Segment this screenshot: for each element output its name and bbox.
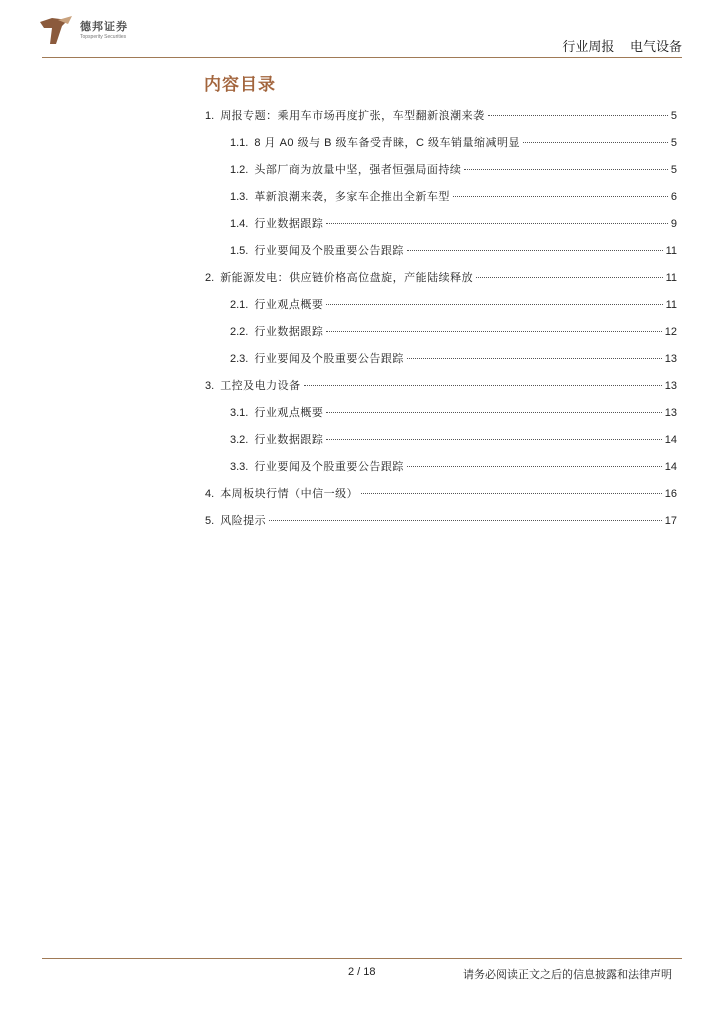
toc-entry[interactable] (205, 485, 677, 512)
logo-icon (38, 14, 76, 48)
toc-entry-page: 5 (670, 164, 677, 176)
toc-entry-page: 16 (664, 488, 677, 500)
toc-leader-dots (326, 412, 661, 413)
sector-label: 电气设备 (629, 39, 682, 54)
toc-leader-dots (269, 520, 662, 521)
toc-leader-dots (488, 115, 668, 116)
footer-divider (42, 958, 682, 959)
disclaimer-note: 请务必阅读正文之后的信息披露和法律声明 (463, 969, 672, 981)
toc-entry-page: 11 (665, 299, 677, 311)
report-type: 行业周报 (562, 39, 615, 54)
toc-entry[interactable] (205, 404, 677, 431)
toc-entry-number: 3. (205, 380, 215, 392)
toc-leader-dots (407, 358, 662, 359)
toc-entry-number: 1.4. (230, 218, 249, 230)
toc-entry-page: 12 (664, 326, 677, 338)
toc-entry-page: 14 (664, 434, 677, 446)
toc-leader-dots (326, 439, 661, 440)
toc-entry-title: 行业要闻及个股重要公告跟踪 (254, 245, 404, 257)
toc-entry[interactable] (205, 323, 677, 350)
toc-entry[interactable] (205, 269, 677, 296)
toc-leader-dots (453, 196, 668, 197)
toc-entry-number: 5. (205, 515, 215, 527)
toc-entry-title: 风险提示 (220, 515, 267, 527)
toc-entry-page: 5 (670, 137, 677, 149)
toc-entry-number: 3.2. (230, 434, 249, 446)
toc-leader-dots (476, 277, 662, 278)
toc-entry-title: 本周板块行情（中信一级） (220, 488, 359, 500)
toc-entry-number: 1.1. (230, 137, 249, 149)
toc-entry-page: 13 (664, 353, 677, 365)
toc-entry[interactable] (205, 242, 677, 269)
toc-leader-dots (407, 466, 662, 467)
toc-leader-dots (304, 385, 662, 386)
toc-entry-number: 3.3. (230, 461, 249, 473)
toc-entry[interactable] (205, 512, 677, 539)
toc-entry[interactable] (205, 188, 677, 215)
toc-entry-number: 4. (205, 488, 215, 500)
toc-entry-number: 2.2. (230, 326, 249, 338)
toc-entry-page: 11 (665, 272, 677, 284)
toc-entry-number: 2. (205, 272, 215, 284)
toc-entry-number: 2.3. (230, 353, 249, 365)
toc-entry-title: 行业数据跟踪 (254, 218, 324, 230)
logo-subtitle: Topsperity Securities (80, 34, 127, 40)
toc-leader-dots (361, 493, 662, 494)
toc-entry[interactable] (205, 134, 677, 161)
toc-leader-dots (464, 169, 668, 170)
toc-entry[interactable] (205, 458, 677, 485)
toc-entry[interactable] (205, 215, 677, 242)
toc-entry-page: 6 (670, 191, 677, 203)
toc-entry-page: 14 (664, 461, 677, 473)
toc-leader-dots (326, 331, 661, 332)
toc-entry-page: 5 (670, 110, 677, 122)
toc-entry-title: 行业观点概要 (254, 299, 324, 311)
toc-leader-dots (523, 142, 668, 143)
toc-entry-page: 13 (664, 407, 677, 419)
toc-entry-number: 1.2. (230, 164, 249, 176)
toc-entry[interactable] (205, 350, 677, 377)
page-number: 2 / 18 (348, 966, 376, 978)
toc-title: 内容目录 (204, 75, 276, 95)
toc-entry-title: 行业数据跟踪 (254, 326, 324, 338)
toc-entry-page: 9 (670, 218, 677, 230)
toc-entry-title: 新能源发电：供应链价格高位盘旋，产能陆续释放 (220, 272, 474, 284)
toc-entry[interactable] (205, 377, 677, 404)
toc-entry-title: 革新浪潮来袭，多家车企推出全新车型 (254, 191, 450, 203)
toc-entry-number: 1.5. (230, 245, 249, 257)
toc-entry-title: 行业数据跟踪 (254, 434, 324, 446)
toc-leader-dots (326, 223, 668, 224)
toc-entry-number: 2.1. (230, 299, 249, 311)
toc-entry-title: 8 月 A0 级与 B 级车备受青睐，C 级车销量缩减明显 (254, 137, 521, 149)
toc-leader-dots (407, 250, 663, 251)
toc-entry-title: 头部厂商为放量中坚，强者恒强局面持续 (254, 164, 462, 176)
logo-name: 德邦证券 (80, 21, 128, 33)
company-logo (38, 14, 148, 48)
toc-entry-page: 17 (664, 515, 677, 527)
toc-entry-title: 行业观点概要 (254, 407, 324, 419)
report-header (562, 36, 682, 55)
toc-entry-page: 11 (665, 245, 677, 257)
toc-entry[interactable] (205, 107, 677, 134)
toc-entry[interactable] (205, 296, 677, 323)
header-divider (42, 57, 682, 58)
toc-entry[interactable] (205, 161, 677, 188)
toc-entry[interactable] (205, 431, 677, 458)
toc-entry-title: 行业要闻及个股重要公告跟踪 (254, 353, 404, 365)
toc-entry-number: 3.1. (230, 407, 249, 419)
toc-entry-title: 周报专题：乘用车市场再度扩张，车型翻新浪潮来袭 (220, 110, 485, 122)
toc-entry-title: 行业要闻及个股重要公告跟踪 (254, 461, 404, 473)
toc-entry-number: 1. (205, 110, 215, 122)
toc-entry-number: 1.3. (230, 191, 249, 203)
toc-entry-page: 13 (664, 380, 677, 392)
table-of-contents (205, 107, 677, 539)
toc-leader-dots (326, 304, 662, 305)
toc-entry-title: 工控及电力设备 (220, 380, 301, 392)
